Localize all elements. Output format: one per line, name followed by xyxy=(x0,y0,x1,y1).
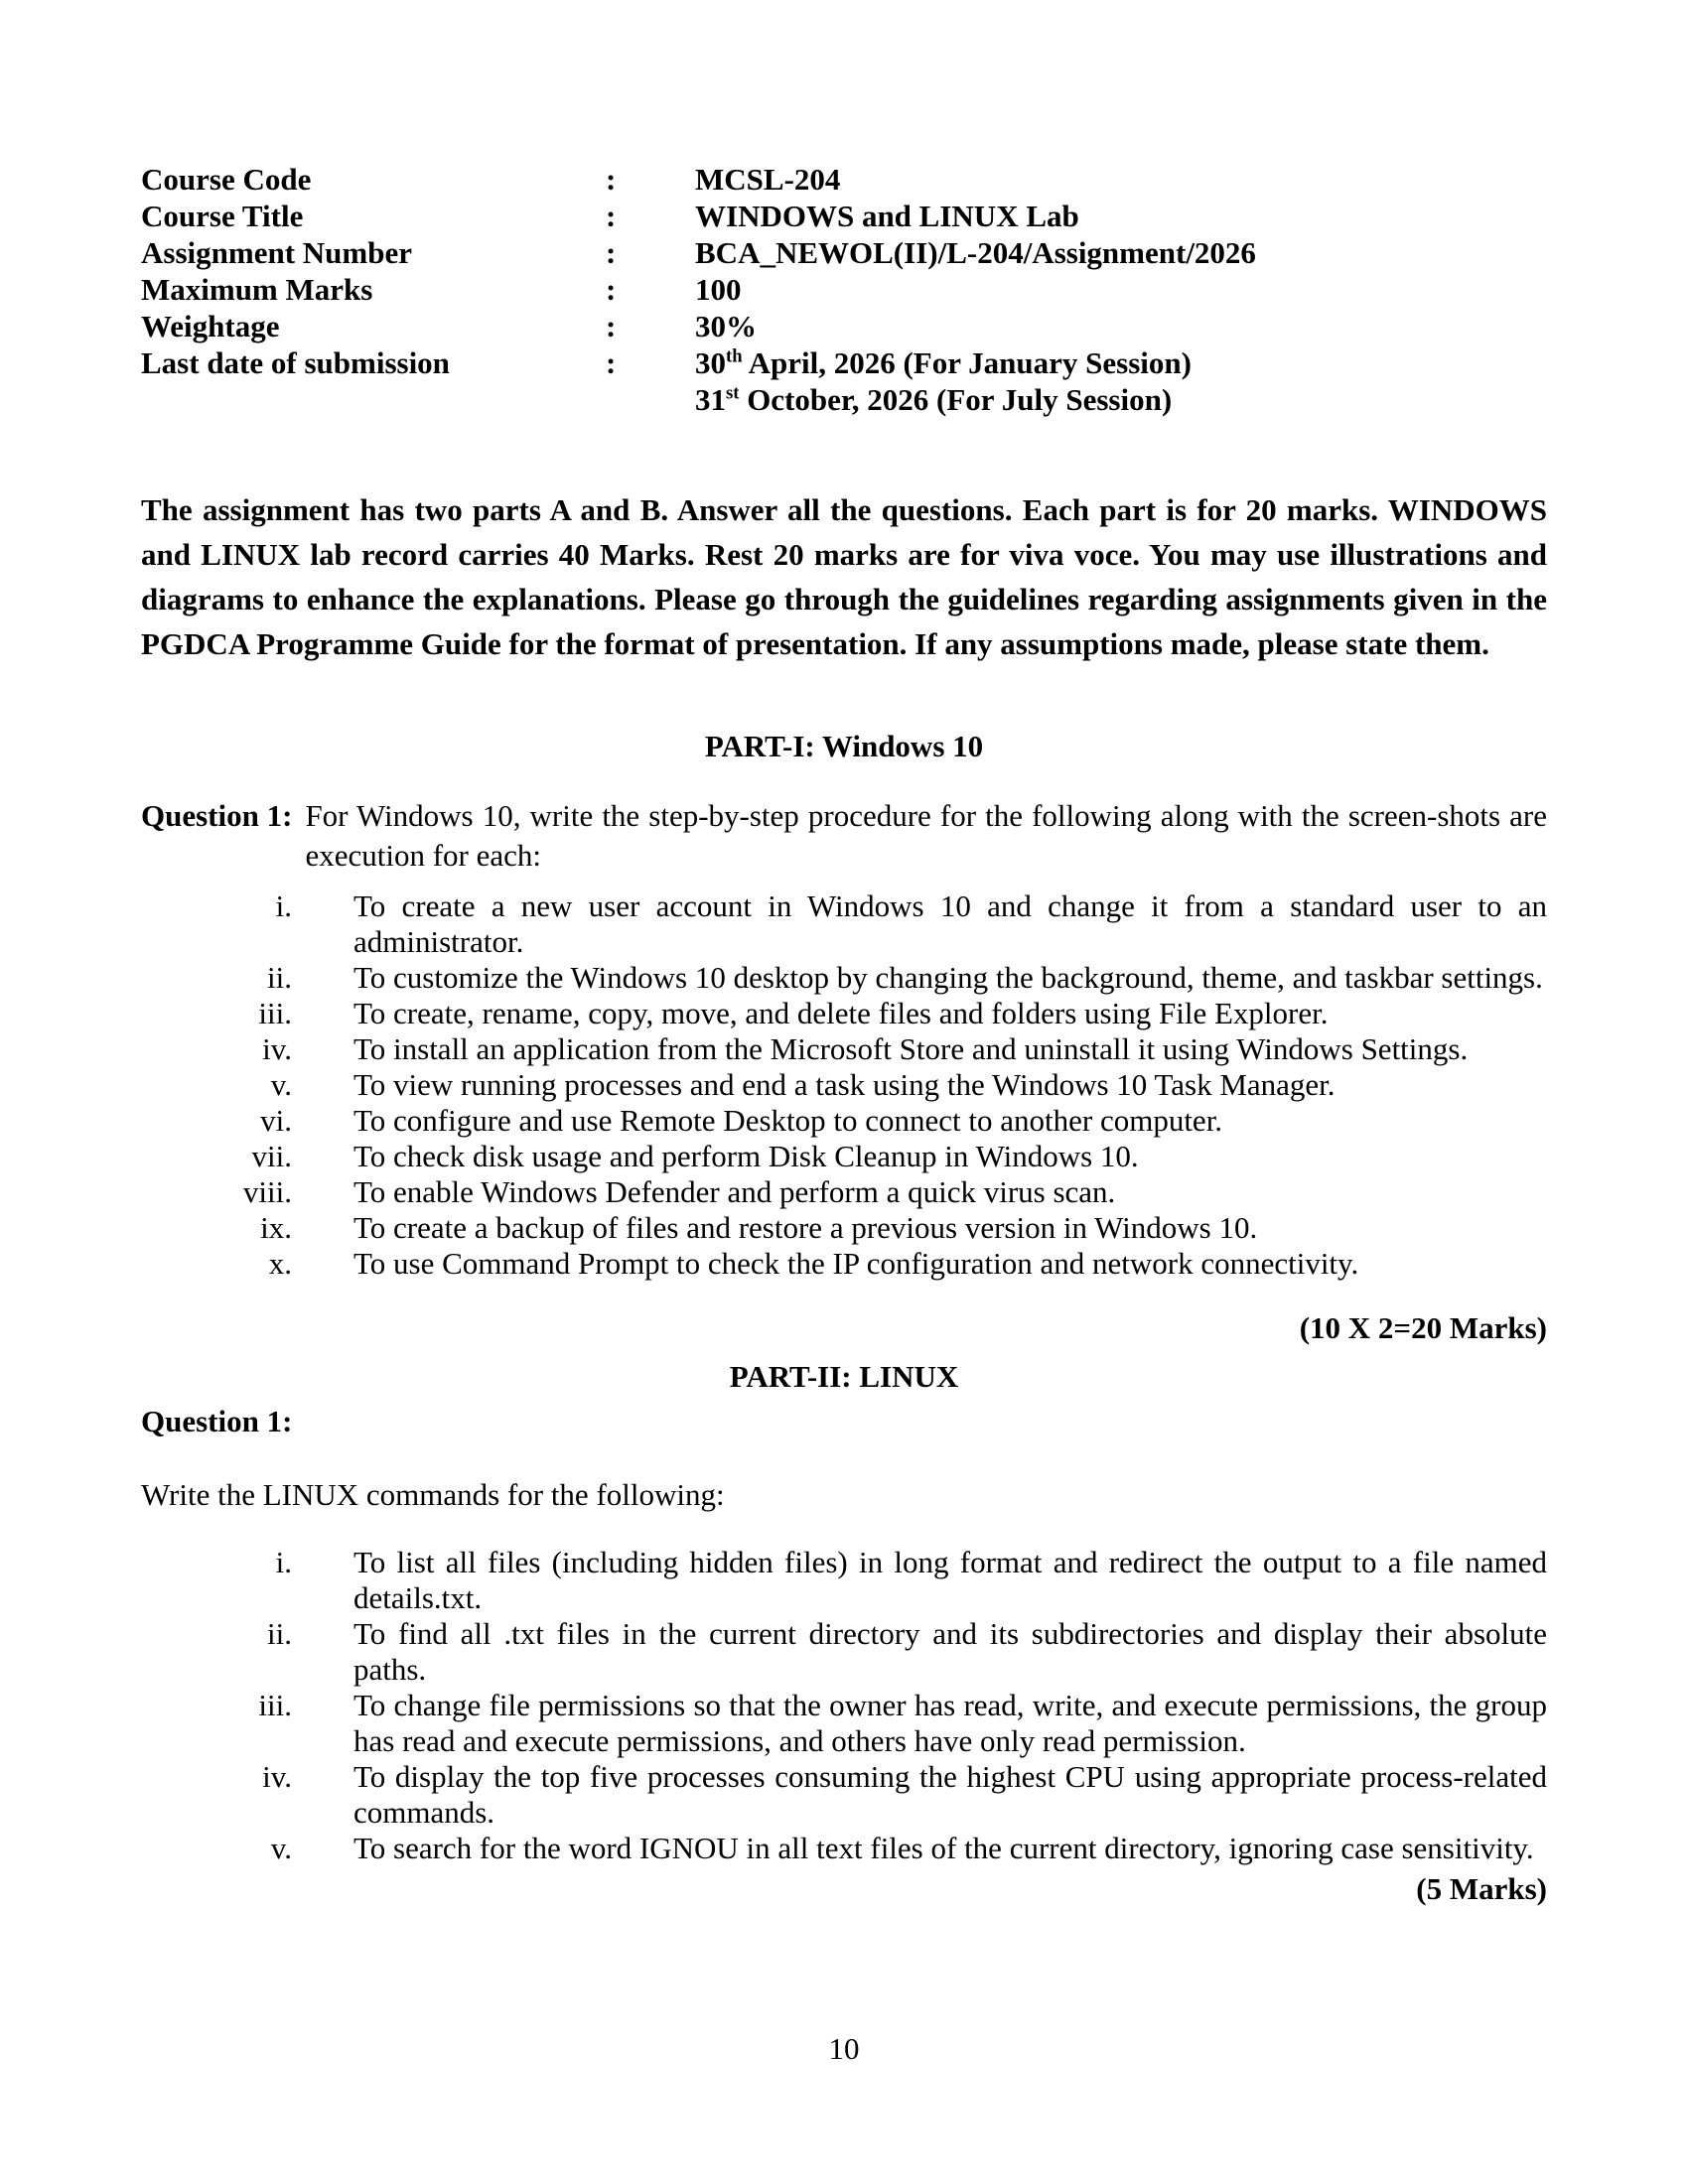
january-session-date xyxy=(695,344,1547,381)
last-date-row xyxy=(141,344,1547,418)
weightage-label: Weightage xyxy=(141,309,280,343)
item-text: To install an application from the Microsoft Store and uninstall it using Windows Settings. xyxy=(353,1031,1469,1066)
item-text: To customize the Windows 10 desktop by changing the background, theme, and taskbar settings. xyxy=(353,960,1543,995)
part1-items-list xyxy=(141,888,1547,1282)
part1-marks: (10 X 2=20 Marks) xyxy=(1299,1310,1547,1345)
weightage-row xyxy=(141,308,1547,344)
part2-item-5 xyxy=(141,1831,1547,1866)
part2-items-list xyxy=(141,1545,1547,1866)
assignment-number-row xyxy=(141,234,1547,271)
part2-item-1 xyxy=(141,1545,1547,1616)
maximum-marks-value: 100 xyxy=(695,272,742,307)
part1-item-6 xyxy=(141,1103,1547,1139)
part2-item-4 xyxy=(141,1759,1547,1831)
item-numeral: viii. xyxy=(242,1174,292,1209)
item-text: To find all .txt files in the current directory and its subdirectories and display their absolute paths. xyxy=(353,1616,1547,1687)
item-numeral: v. xyxy=(270,1067,292,1102)
weightage-value: 30% xyxy=(695,309,757,343)
item-numeral: ix. xyxy=(260,1210,292,1245)
maximum-marks-label: Maximum Marks xyxy=(141,272,373,307)
course-title-value: WINDOWS and LINUX Lab xyxy=(695,199,1079,233)
colon-separator: : xyxy=(606,309,617,343)
course-title-label: Course Title xyxy=(141,199,304,233)
part2-item-3 xyxy=(141,1688,1547,1759)
item-text: To create a backup of files and restore a previous version in Windows 10. xyxy=(353,1210,1258,1245)
maximum-marks-row xyxy=(141,271,1547,308)
item-numeral: iv. xyxy=(262,1031,292,1066)
course-code-row xyxy=(141,161,1547,198)
assignment-number-label: Assignment Number xyxy=(141,235,412,270)
july-date-rest: October, 2026 (For July Session) xyxy=(739,382,1173,417)
course-code-value: MCSL-204 xyxy=(695,162,841,197)
item-text: To use Command Prompt to check the IP configuration and network connectivity. xyxy=(353,1246,1359,1281)
item-text: To list all files (including hidden files) in long format and redirect the output to a file named details.txt. xyxy=(353,1545,1547,1615)
colon-separator: : xyxy=(606,272,617,307)
last-date-label: Last date of submission xyxy=(141,345,450,380)
page-number: 10 xyxy=(828,2031,860,2066)
part1-question xyxy=(141,796,1547,876)
item-numeral: vi. xyxy=(260,1103,292,1138)
item-text: To create, rename, copy, move, and delete files and folders using File Explorer. xyxy=(353,996,1329,1030)
part2-marks: (5 Marks) xyxy=(1416,1871,1547,1906)
july-session-date xyxy=(695,381,1547,418)
assignment-number-value: BCA_NEWOL(II)/L-204/Assignment/2026 xyxy=(695,235,1256,270)
part1-item-5 xyxy=(141,1067,1547,1103)
part2-question-label: Question 1: xyxy=(141,1404,293,1438)
item-numeral: v. xyxy=(270,1831,292,1865)
last-date-values xyxy=(695,344,1547,418)
part1-item-2 xyxy=(141,960,1547,996)
part1-title: PART-I: Windows 10 xyxy=(704,729,984,763)
instructions-paragraph: The assignment has two parts A and B. Answer all the questions. Each part is for 20 marks. WINDOWS and LINUX lab record carries 40 Marks. Rest 20 marks are for viva voce. You may use illustrations and diagrams to enhance the explanations. Please go through the guidelines regarding assignments given in the PGDCA Programme Guide for the format of presentation. If any assumptions made, please state them. xyxy=(141,492,1547,661)
course-title-row xyxy=(141,198,1547,234)
part2-intro-line: Write the LINUX commands for the following: xyxy=(141,1477,725,1512)
item-text: To enable Windows Defender and perform a quick virus scan. xyxy=(353,1174,1116,1209)
colon-separator: : xyxy=(606,199,617,233)
item-text: To search for the word IGNOU in all text files of the current directory, ignoring case sensitivity. xyxy=(353,1831,1534,1865)
colon-separator: : xyxy=(606,235,617,270)
item-text: To change file permissions so that the owner has read, write, and execute permissions, the group has read and execute permissions, and others have only read permission. xyxy=(353,1688,1547,1758)
part1-item-8 xyxy=(141,1174,1547,1210)
january-date-rest: April, 2026 (For January Session) xyxy=(742,345,1192,380)
item-text: To create a new user account in Windows 10 and change it from a standard user to an administrator. xyxy=(353,888,1547,959)
item-numeral: i. xyxy=(275,888,292,923)
course-code-label: Course Code xyxy=(141,162,312,197)
part2-item-2 xyxy=(141,1616,1547,1688)
part1-item-4 xyxy=(141,1031,1547,1067)
item-numeral: iii. xyxy=(258,996,292,1030)
part1-item-10 xyxy=(141,1246,1547,1282)
item-numeral: ii. xyxy=(267,960,292,995)
part1-item-1 xyxy=(141,888,1547,960)
part1-question-text: For Windows 10, write the step-by-step procedure for the following along with the screen-shots are execution for each: xyxy=(305,798,1547,873)
january-date-ordinal: th xyxy=(726,345,743,367)
item-numeral: iii. xyxy=(258,1688,292,1722)
item-numeral: ii. xyxy=(267,1616,292,1651)
part1-question-label: Question 1: xyxy=(141,798,293,833)
course-info-block xyxy=(141,161,1547,418)
july-date-ordinal: st xyxy=(726,382,740,404)
item-numeral: iv. xyxy=(262,1759,292,1794)
january-date-day: 30 xyxy=(695,345,726,380)
item-numeral: x. xyxy=(268,1246,292,1281)
part2-title: PART-II: LINUX xyxy=(729,1359,959,1394)
item-text: To check disk usage and perform Disk Cleanup in Windows 10. xyxy=(353,1139,1139,1173)
item-numeral: i. xyxy=(275,1545,292,1579)
item-numeral: vii. xyxy=(251,1139,292,1173)
colon-separator: : xyxy=(606,162,617,197)
item-text: To view running processes and end a task using the Windows 10 Task Manager. xyxy=(353,1067,1336,1102)
part1-item-9 xyxy=(141,1210,1547,1246)
item-text: To configure and use Remote Desktop to connect to another computer. xyxy=(353,1103,1223,1138)
part1-item-7 xyxy=(141,1139,1547,1174)
colon-separator: : xyxy=(606,345,617,380)
july-date-day: 31 xyxy=(695,382,726,417)
part1-item-3 xyxy=(141,996,1547,1031)
item-text: To display the top five processes consuming the highest CPU using appropriate process-related commands. xyxy=(353,1759,1547,1830)
